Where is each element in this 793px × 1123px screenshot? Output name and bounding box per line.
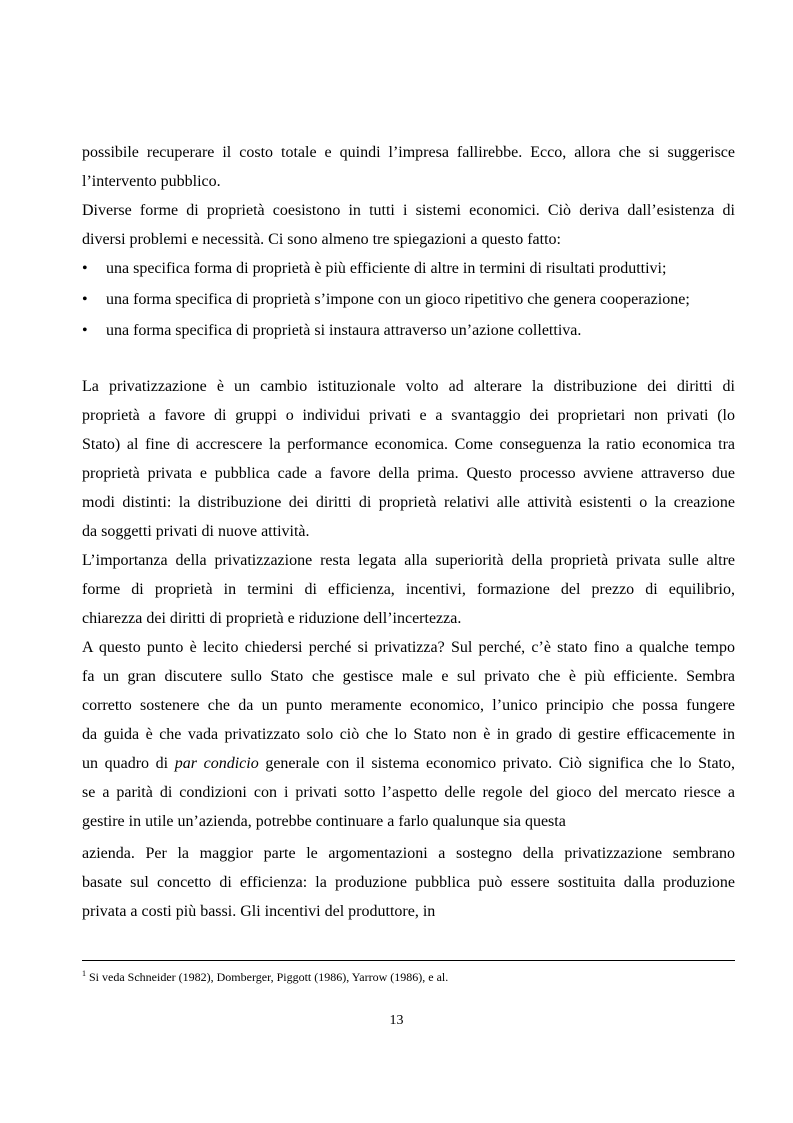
body-line: Stato) al fine di accrescere la performance economica. Come conseguenza la ratio economica tra xyxy=(82,436,735,453)
body-line: possibile recuperare il costo totale e quindi l’impresa fallirebbe. Ecco, allora che si suggerisce xyxy=(82,144,735,161)
body-line: fa un gran discutere sullo Stato che gestisce male e sul privato che è più efficiente. Sembra xyxy=(82,668,735,685)
body-line: privata a costi più bassi. Gli incentivi del produttore, in xyxy=(82,903,436,920)
body-line: da soggetti privati di nuove attività. xyxy=(82,523,310,540)
body-text: un quadro di xyxy=(82,755,175,772)
body-line: proprietà a favore di gruppi o individui privati e a svantaggio dei proprietari non privati (lo xyxy=(82,407,735,424)
footnote-text: Si veda Schneider (1982), Domberger, Piggott (1986), Yarrow (1986), e al. xyxy=(86,970,449,984)
body-line: proprietà privata e pubblica cade a favore della prima. Questo processo avviene attraverso due xyxy=(82,465,735,482)
body-line: La privatizzazione è un cambio istituzionale volto ad alterare la distribuzione dei diritti di xyxy=(82,378,735,395)
list-item: una specifica forma di proprietà è più efficiente di altre in termini di risultati produttivi; xyxy=(106,260,667,277)
body-line: corretto sostenere che da un punto meramente economico, l’unico principio che possa fungere xyxy=(82,697,735,714)
body-line: A questo punto è lecito chiedersi perché si privatizza? Sul perché, c’è stato fino a qualche tempo xyxy=(82,639,735,656)
body-line: l’intervento pubblico. xyxy=(82,173,221,190)
footnote xyxy=(82,966,448,985)
body-text: generale con il sistema economico privato. Ciò significa che lo Stato, xyxy=(258,755,735,772)
body-line: gestire in utile un’azienda, potrebbe continuare a farlo qualunque sia questa xyxy=(82,813,566,830)
list-item: una forma specifica di proprietà s’impone con un gioco ripetitivo che genera cooperazione; xyxy=(106,291,690,308)
body-line: L’importanza della privatizzazione resta legata alla superiorità della proprietà privata sulle altre xyxy=(82,552,735,569)
body-line: da guida è che vada privatizzato solo ciò che lo Stato non è in grado di gestire efficacemente in xyxy=(82,726,735,743)
footnote-marker: 1 xyxy=(82,969,86,978)
body-line: forme di proprietà in termini di efficienza, incentivi, formazione del prezzo di equilibrio, xyxy=(82,581,735,598)
body-line: chiarezza dei diritti di proprietà e riduzione dell’incertezza. xyxy=(82,610,462,627)
bullet-icon: • xyxy=(82,291,88,308)
body-line: azienda. Per la maggior parte le argomentazioni a sostegno della privatizzazione sembrano xyxy=(82,845,735,862)
italic-term: par condicio xyxy=(174,755,259,772)
bullet-icon: • xyxy=(82,260,88,277)
page-number: 13 xyxy=(389,1013,404,1028)
body-line: diversi problemi e necessità. Ci sono almeno tre spiegazioni a questo fatto: xyxy=(82,231,561,248)
body-line: Diverse forme di proprietà coesistono in tutti i sistemi economici. Ciò deriva dall’esistenza di xyxy=(82,202,735,219)
body-line: basate sul concetto di efficienza: la produzione pubblica può essere sostituita dalla produzione xyxy=(82,874,735,891)
body-line xyxy=(82,754,735,774)
body-line: modi distinti: la distribuzione dei diritti di proprietà relativi alle attività esistenti o la creazione xyxy=(82,494,735,511)
bullet-icon: • xyxy=(82,322,88,339)
list-item: una forma specifica di proprietà si instaura attraverso un’azione collettiva. xyxy=(106,322,582,339)
footnote-divider xyxy=(82,960,735,961)
body-line: se a parità di condizioni con i privati sotto l’aspetto delle regole del gioco del mercato riesce a xyxy=(82,784,735,801)
